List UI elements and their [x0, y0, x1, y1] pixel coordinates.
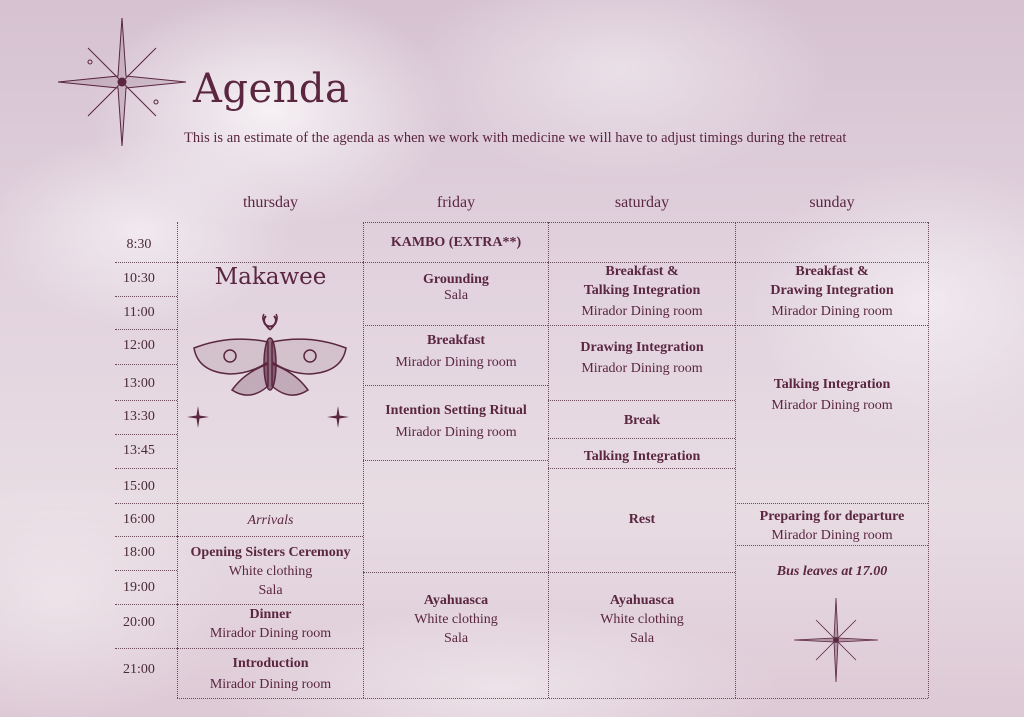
small-star-icon	[327, 406, 349, 428]
grid-line	[115, 262, 177, 263]
grid-line	[548, 325, 735, 326]
sunday-breakfast-drawing	[736, 262, 928, 321]
grid-line	[928, 222, 929, 698]
time-label: 18:00	[123, 545, 155, 560]
event-title: Talking Integration	[773, 377, 891, 392]
grid-line	[115, 400, 177, 401]
page-title: Agenda	[193, 66, 350, 112]
grid-line	[735, 325, 928, 326]
time-label: 21:00	[123, 662, 155, 677]
event-detail: Mirador Dining room	[771, 398, 893, 413]
sparkle-star-icon	[794, 598, 878, 682]
event-detail: Sala	[258, 583, 283, 598]
event-detail: Mirador Dining room	[395, 355, 517, 370]
friday-kambo: KAMBO (EXTRA**)	[390, 235, 522, 250]
event-detail: Mirador Dining room	[771, 528, 893, 543]
day-header-saturday: saturday	[614, 194, 670, 211]
grid-line	[363, 222, 928, 223]
brand-logo-text: Makawee	[214, 264, 327, 290]
event-detail: Sala	[443, 288, 469, 303]
grid-line	[548, 400, 735, 401]
event-title: Ayahuasca	[423, 593, 489, 608]
saturday-talking: Talking Integration	[583, 449, 701, 464]
grid-line	[735, 503, 928, 504]
event-detail: Mirador Dining room	[581, 361, 703, 376]
event-title: Grounding	[423, 272, 489, 287]
grid-line	[177, 698, 928, 699]
time-label: 10:30	[123, 271, 155, 286]
friday-intention	[364, 401, 548, 442]
grid-line	[115, 604, 177, 605]
event-detail: Mirador Dining room	[209, 677, 332, 692]
grid-line	[115, 503, 177, 504]
sunday-bus: Bus leaves at 17.00	[776, 564, 888, 579]
saturday-break: Break	[623, 413, 661, 428]
grid-line	[735, 545, 928, 546]
sunday-talking	[736, 375, 928, 415]
event-title: Drawing Integration	[580, 340, 704, 355]
grid-line	[363, 572, 735, 573]
sunday-preparing	[736, 507, 928, 545]
time-label: 8:30	[126, 237, 152, 252]
grid-line	[177, 503, 363, 504]
event-detail: Sala	[443, 631, 469, 646]
day-header-sunday: sunday	[809, 194, 855, 211]
event-title: Talking Integration	[583, 283, 701, 298]
grid-line	[363, 262, 548, 263]
thursday-dinner	[178, 605, 363, 643]
saturday-drawing	[549, 338, 735, 378]
event-detail: Mirador Dining room	[395, 425, 517, 440]
small-star-icon	[187, 406, 209, 428]
event-detail: Sala	[629, 631, 655, 646]
moth-icon	[190, 312, 350, 404]
time-label: 15:00	[123, 479, 155, 494]
event-title: Ayahuasca	[609, 593, 675, 608]
saturday-rest: Rest	[628, 512, 656, 527]
event-title: Drawing Integration	[770, 283, 894, 298]
grid-line	[115, 536, 177, 537]
friday-ayahuasca	[364, 591, 548, 648]
grid-line	[363, 385, 548, 386]
event-title: Breakfast &	[605, 264, 679, 279]
grid-line	[363, 325, 548, 326]
event-title: Opening Sisters Ceremony	[190, 545, 351, 560]
grid-line	[115, 329, 177, 330]
grid-line	[177, 536, 363, 537]
grid-line	[115, 296, 177, 297]
grid-line	[548, 468, 735, 469]
event-detail: Mirador Dining room	[771, 304, 893, 319]
event-detail: White clothing	[414, 612, 498, 627]
time-label: 19:00	[123, 580, 155, 595]
time-label: 20:00	[123, 615, 155, 630]
thursday-introduction	[178, 654, 363, 694]
day-header-thursday: thursday	[242, 194, 299, 211]
event-title: Preparing for departure	[759, 509, 905, 524]
time-label: 13:00	[123, 376, 155, 391]
thursday-opening	[178, 543, 363, 600]
event-detail: White clothing	[600, 612, 684, 627]
grid-line	[177, 648, 363, 649]
event-detail: Mirador Dining room	[581, 304, 703, 319]
grid-line	[115, 434, 177, 435]
time-label: 13:45	[123, 443, 155, 458]
event-title: Introduction	[232, 656, 309, 671]
grid-line	[548, 438, 735, 439]
time-label: 12:00	[123, 338, 155, 353]
event-title: Breakfast &	[795, 264, 869, 279]
grid-line	[115, 468, 177, 469]
time-label: 16:00	[123, 512, 155, 527]
day-header-friday: friday	[436, 194, 476, 211]
time-label: 13:30	[123, 409, 155, 424]
event-title: Dinner	[249, 607, 292, 622]
friday-grounding	[364, 270, 548, 305]
grid-line	[115, 648, 177, 649]
saturday-ayahuasca	[549, 591, 735, 648]
thursday-arrivals: Arrivals	[247, 513, 294, 528]
grid-line	[177, 262, 363, 263]
event-title: Intention Setting Ritual	[385, 403, 527, 418]
friday-breakfast	[364, 331, 548, 372]
saturday-breakfast-talking	[549, 262, 735, 321]
event-detail: Mirador Dining room	[209, 626, 332, 641]
event-detail: White clothing	[228, 564, 313, 579]
sparkle-star-icon	[58, 18, 186, 146]
event-title: Breakfast	[426, 333, 486, 348]
grid-line	[363, 460, 548, 461]
page-subtitle: This is an estimate of the agenda as when we work with medicine we will have to adjust timings during the retreat	[184, 130, 847, 146]
time-label: 11:00	[123, 305, 155, 320]
grid-line	[115, 364, 177, 365]
grid-line	[115, 570, 177, 571]
